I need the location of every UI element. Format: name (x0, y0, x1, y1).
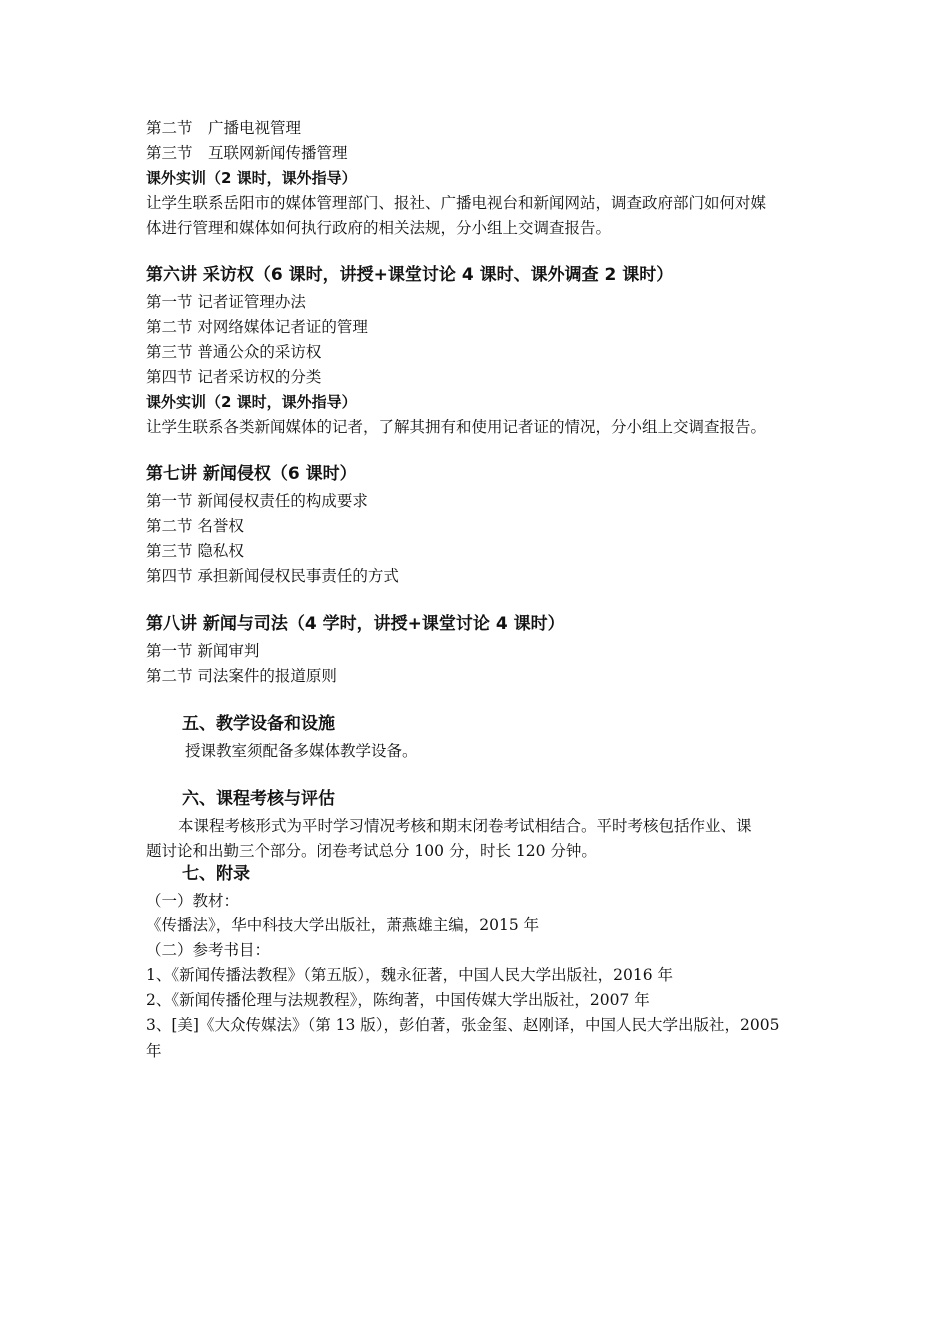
reference-2: 2、《新闻传播伦理与法规教程》，陈绚著，中国传媒大学出版社，2007 年 (146, 991, 650, 1009)
lecture7-section-1: 第一节 新闻侵权责任的构成要求 (146, 492, 368, 510)
lecture8-section-1: 第一节 新闻审判 (146, 642, 260, 660)
lecture5-section-2: 第二节 广播电视管理 (146, 119, 302, 137)
lecture5-practice-line-1: 让学生联系岳阳市的媒体管理部门、报社、广播电视台和新闻网站，调查政府部门如何对媒 (146, 194, 767, 212)
lecture7-section-2: 第二节 名誉权 (146, 517, 244, 535)
lecture6-section-3: 第三节 普通公众的采访权 (146, 343, 322, 361)
section5-title: 五、教学设备和设施 (182, 714, 335, 734)
section6-line-1: 本课程考核形式为平时学习情况考核和期末闭卷考试相结合。平时考核包括作业、课 (178, 817, 752, 835)
section5-text: 授课教室须配备多媒体教学设备。 (185, 742, 418, 760)
lecture8-section-2: 第二节 司法案件的报道原则 (146, 667, 337, 685)
reference-3-line-1: 3、[美]《大众传媒法》（第 13 版），彭伯著，张金玺、赵刚译，中国人民大学出版社，2005 (146, 1016, 780, 1034)
lecture5-section-3: 第三节 互联网新闻传播管理 (146, 144, 348, 162)
lecture6-section-4: 第四节 记者采访权的分类 (146, 368, 322, 386)
lecture5-practice-line-2: 体进行管理和媒体如何执行政府的相关法规，分小组上交调查报告。 (146, 219, 612, 237)
reference-3-line-2: 年 (146, 1042, 162, 1060)
lecture6-title: 第六讲 采访权（6 课时，讲授+课堂讨论 4 课时、课外调查 2 课时） (146, 265, 674, 285)
lecture8-title: 第八讲 新闻与司法（4 学时，讲授+课堂讨论 4 课时） (146, 614, 565, 634)
lecture7-title: 第七讲 新闻侵权（6 课时） (146, 464, 357, 484)
lecture7-section-4: 第四节 承担新闻侵权民事责任的方式 (146, 567, 399, 585)
section6-title: 六、课程考核与评估 (182, 789, 335, 809)
lecture6-practice-label: 课外实训（2 课时，课外指导） (146, 393, 357, 411)
reference-1: 1、《新闻传播法教程》（第五版），魏永征著，中国人民大学出版社，2016 年 (146, 966, 673, 984)
lecture6-section-1: 第一节 记者证管理办法 (146, 293, 306, 311)
lecture7-section-3: 第三节 隐私权 (146, 542, 244, 560)
lecture6-section-2: 第二节 对网络媒体记者证的管理 (146, 318, 368, 336)
lecture5-practice-label: 课外实训（2 课时，课外指导） (146, 169, 357, 187)
textbook-entry: 《传播法》，华中科技大学出版社，萧燕雄主编，2015 年 (146, 916, 540, 934)
section7-title: 七、附录 (182, 864, 250, 884)
lecture6-practice-text: 让学生联系各类新闻媒体的记者，了解其拥有和使用记者证的情况，分小组上交调查报告。 (146, 418, 767, 436)
section6-line-2: 题讨论和出勤三个部分。闭卷考试总分 100 分，时长 120 分钟。 (146, 842, 597, 860)
textbook-label: （一）教材： (146, 892, 240, 910)
references-label: （二）参考书目： (146, 941, 271, 959)
